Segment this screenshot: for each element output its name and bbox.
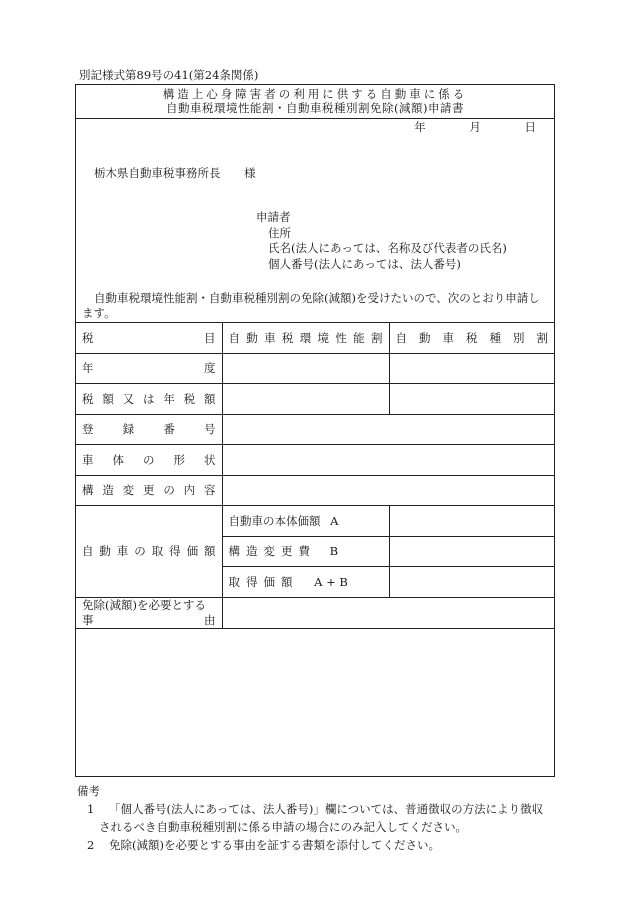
notes-heading: 備考: [77, 784, 100, 798]
acquisition-label: 自動車の取得価額: [76, 506, 222, 598]
request-statement: 自動車税環境性能割・自動車税種別割の免除(減額)を受けたいので、次のとおり申請します。: [82, 291, 540, 320]
date-year: 年: [414, 120, 426, 134]
reason-label-char-b: 由: [204, 612, 216, 627]
registration-field[interactable]: [222, 414, 554, 445]
registration-label: 登録番号: [76, 414, 222, 445]
env-tax-header: 自動車税環境性能割: [222, 323, 389, 354]
addressee-honorific: 様: [244, 166, 256, 180]
table-row: [76, 353, 554, 384]
type-tax-amount-field[interactable]: [389, 384, 554, 415]
body-shape-field[interactable]: [222, 445, 554, 476]
type-tax-year-field[interactable]: [389, 353, 554, 384]
table-row: [76, 414, 554, 445]
title-line-1: 構造上心身障害者の利用に供する自動車に係る: [162, 87, 468, 101]
note-2-text: 免除(減額)を必要とする事由を証する書類を添付してください。: [109, 838, 440, 852]
table-row: [76, 323, 554, 354]
env-tax-amount-field[interactable]: [222, 384, 389, 415]
body-shape-label: 車体の形状: [76, 445, 222, 476]
table-row: [76, 597, 554, 628]
form-reference: 別記様式第89号の41(第24条関係): [79, 68, 259, 82]
form-title: [76, 85, 554, 119]
table-row: [76, 445, 554, 476]
reason-field[interactable]: [222, 597, 554, 628]
applicant-heading: 申請者: [256, 210, 291, 224]
modification-cost-field[interactable]: [389, 536, 554, 567]
date-month: 月: [469, 120, 481, 134]
note-1-line-2: されるべき自動車税種別割に係る申請の場合にのみ記入してください。: [99, 820, 467, 834]
addressee-name: 栃木県自動車税事務所長: [94, 166, 221, 180]
modification-field[interactable]: [222, 475, 554, 506]
notes-section: [77, 782, 543, 854]
modification-cost-mark: B: [329, 544, 339, 559]
year-label: 年度: [76, 353, 222, 384]
note-number-2: 2: [87, 838, 95, 852]
reason-label-char-a: 事: [82, 612, 147, 627]
acquisition-price-text: 取得価額: [228, 574, 299, 589]
note-1-line-1: 「個人番号(法人にあっては、法人番号)」欄については、普通徴収の方法により徴収: [109, 802, 544, 816]
applicant-name-field[interactable]: 氏名(法人にあっては、名称及び代表者の氏名): [268, 241, 507, 255]
acquisition-price-label: [222, 567, 389, 598]
tax-amount-label: 税額又は年税額: [76, 384, 222, 415]
table-row: [76, 506, 554, 537]
tax-item-label: 税目: [76, 323, 222, 354]
reason-label: [76, 597, 222, 628]
reason-label-line-2: [82, 613, 216, 628]
title-line-2: 自動車税環境性能割・自動車税種別割免除(減額)申請書: [166, 101, 464, 115]
date-day: 日: [524, 120, 536, 134]
type-tax-header: 自動車税種別割: [389, 323, 554, 354]
modification-label: 構造変更の内容: [76, 475, 222, 506]
table-row: [76, 384, 554, 415]
acquisition-price-mark: A + B: [314, 574, 348, 589]
addressee: [94, 165, 256, 181]
application-table: [76, 322, 554, 629]
env-tax-year-field[interactable]: [222, 353, 389, 384]
modification-cost-label: [222, 536, 389, 567]
applicant-block: [256, 210, 507, 272]
applicant-number-field[interactable]: 個人番号(法人にあっては、法人番号): [268, 256, 461, 271]
application-form: [75, 84, 555, 777]
note-item-1: [77, 800, 543, 818]
base-price-label: [222, 506, 389, 537]
acquisition-price-field[interactable]: [389, 567, 554, 598]
base-price-field[interactable]: [389, 506, 554, 537]
reason-label-line-1: 免除(減額)を必要とする: [82, 597, 206, 612]
note-item-2: [77, 836, 543, 854]
modification-cost-text: 構造変更費: [228, 544, 316, 559]
base-price-mark: A: [330, 513, 339, 528]
base-price-text: 自動車の本体価額: [228, 513, 321, 528]
note-number-1: 1: [87, 802, 95, 816]
table-row: [76, 475, 554, 506]
date-line[interactable]: [414, 119, 536, 135]
applicant-address-field[interactable]: 住所: [268, 225, 291, 240]
